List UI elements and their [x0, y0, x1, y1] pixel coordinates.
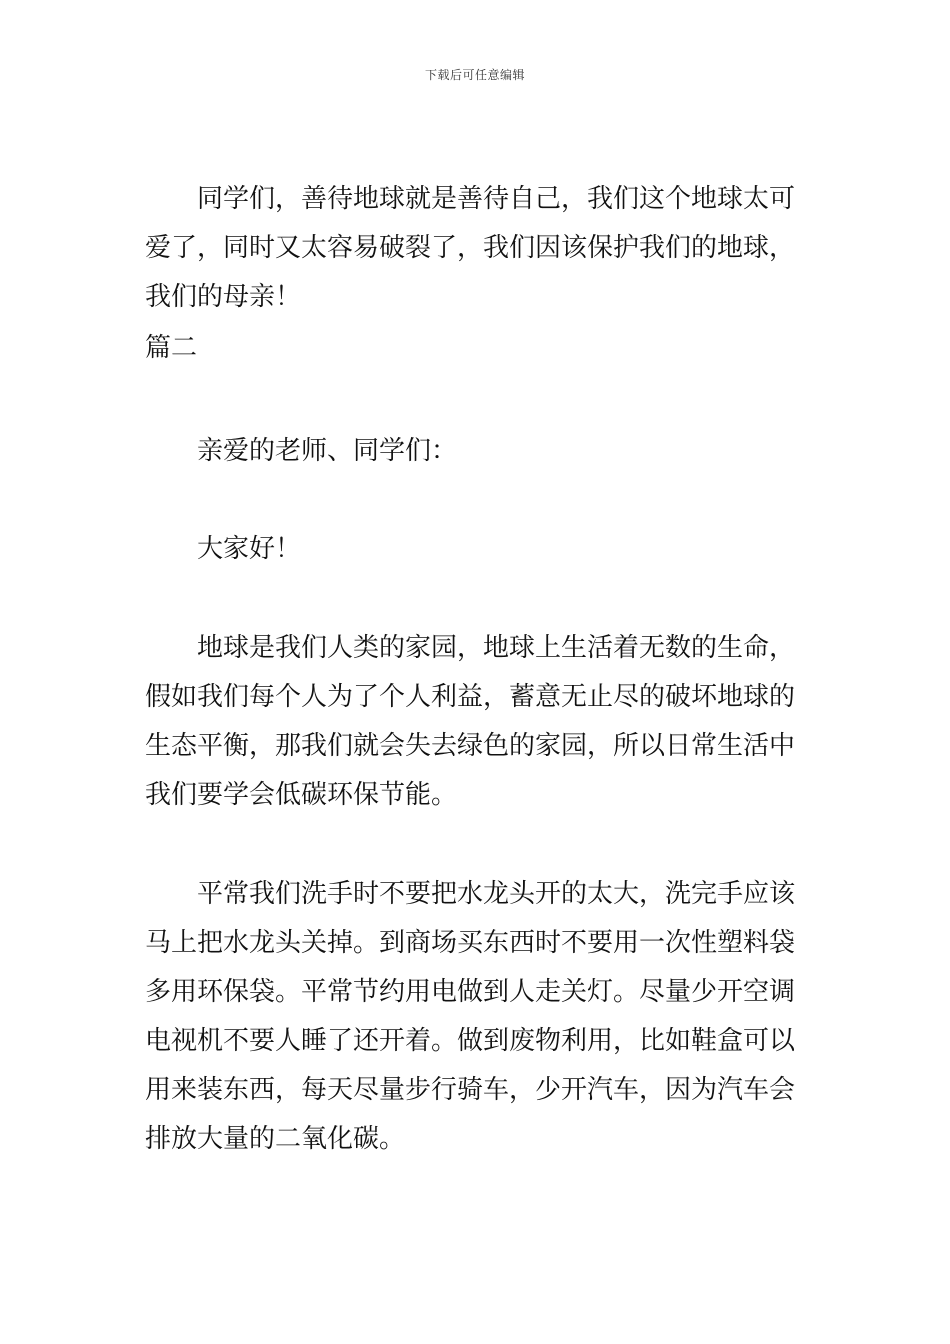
paragraph-closing: [145, 175, 810, 322]
text-line: 平常我们洗手时不要把水龙头开的太大，洗完手应该: [197, 879, 796, 909]
paragraph-greeting: [145, 525, 810, 574]
paragraph-body-2: [145, 870, 810, 1164]
text-line: 排放大量的二氧化碳。: [145, 1124, 406, 1154]
text-line: 假如我们每个人为了个人利益，蓄意无止尽的破坏地球的: [145, 682, 796, 712]
text-line: 用来装东西，每天尽量步行骑车，少开汽车，因为汽车会: [145, 1075, 796, 1105]
section-heading: [145, 324, 810, 373]
text-line: 多用环保袋。平常节约用电做到人走关灯。尽量少开空调: [145, 977, 796, 1007]
page-header: 下载后可任意编辑: [424, 68, 525, 82]
text-line: 马上把水龙头关掉。到商场买东西时不要用一次性塑料袋: [145, 928, 796, 958]
text-line: 生态平衡，那我们就会失去绿色的家园，所以日常生活中: [145, 731, 796, 761]
text-line: 大家好！: [197, 534, 302, 564]
text-line: 我们要学会低碳环保节能。: [145, 780, 458, 810]
text-line: 同学们，善待地球就是善待自己，我们这个地球太可: [197, 184, 796, 214]
text-line: 我们的母亲！: [145, 282, 302, 312]
text-line: 地球是我们人类的家园，地球上生活着无数的生命，: [197, 633, 796, 663]
text-line: 电视机不要人睡了还开着。做到废物利用，比如鞋盒可以: [145, 1026, 796, 1056]
paragraph-salutation: [145, 427, 810, 476]
section-title: 篇二: [145, 333, 198, 363]
paragraph-body-1: [145, 624, 810, 820]
text-line: 爱了，同时又太容易破裂了，我们因该保护我们的地球，: [145, 233, 796, 263]
text-line: 亲爱的老师、同学们：: [197, 436, 458, 466]
